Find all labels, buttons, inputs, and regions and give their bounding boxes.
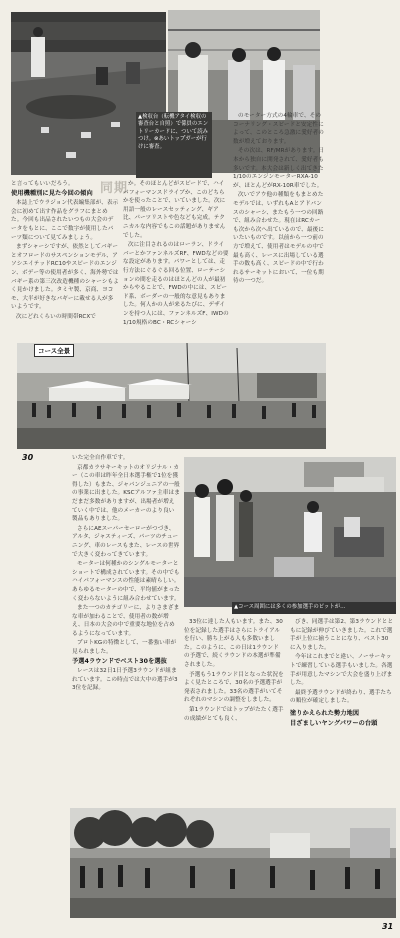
bottom-col1-para-4: モーターは何種かのシングルモーターとショートで構成されています。その中でもハイパフォーマンスの性能は素晴らしい。あらゆるモーターの中で、平均値がまったく変わらないように組み合わせています。 xyxy=(72,561,180,602)
pit-caption: ▲コース周囲には多くの参加選手のピットが… xyxy=(234,604,346,610)
bottom-col2-para-2: 予選もう1ラウンド目となった状況をよく見たところで、30名の予選選手が発表されました。33名の選手がいてそれぞれのマシンの調整をしました。 xyxy=(184,671,284,704)
bottom-col3-para-2: 今年はこれまでと違い、ノーサーキットで練習している選手もいました。各選手が用意したマシンで大会を盛り上げました。 xyxy=(290,654,393,687)
bottom-col1-heading: 予選4ラウンドでベスト30を選抜 xyxy=(72,657,167,665)
bottom-col2-para-1: 33位に達した人もいます。また、30位を記録した選手はさらにトライアルを行い、勝ち上がる人も多数いました。このように、この日は1ラウンドの予選で、続くラウンドの本選が準備されました。 xyxy=(184,619,283,668)
top-col3-para-2: その次は、RF/MRがあります。日本から独自に開発されて、愛好者も多いです。本大会は新しく出てきた1/10のエンジンモーターRXA-10が、ほとんどがRX-10R車でした。 xyxy=(233,148,325,189)
pit-caption-box xyxy=(232,602,396,614)
top-col1-lead: と言ってもいいだろう。 xyxy=(11,181,74,187)
top-col-2 xyxy=(123,180,229,328)
bottom-col1-para-6: プロトKGの特徴として、一番強い車が見られました。 xyxy=(72,640,177,656)
bottom-col1-tail: レースは32日1日予選3ラウンドが組まれています。この時点では大中の選手が33位を記録。 xyxy=(72,668,178,692)
bottom-col3-headline-2: 目ざましいヤングパワーの台頭 xyxy=(290,719,378,727)
top-col1-para-3: 次にどれくらいの時間帯RCXで xyxy=(16,313,96,320)
bottom-col3-headline-1: 塗りかえられた勢力地図 xyxy=(290,709,360,717)
top-col-1 xyxy=(11,180,119,323)
bottom-col-3 xyxy=(290,618,394,729)
bottom-col1-para-3: さらにAEスーパーセーローがつづき、アルタ、ジャスティーズ、パーツのチューニング、車のレースもまた、レースの世界で大きく変わってきています。 xyxy=(72,525,180,558)
top-col3-para-1: のモーター方式の4輪車で、そのコーナリング・スピードと安定性によって、このところ急激に愛好者の数が増えております。 xyxy=(233,113,324,145)
course-panorama-photo xyxy=(17,343,326,449)
bottom-col3-para-3: 最終予選ラウンドが終わり、選手たちの順位が確定しました。 xyxy=(290,689,392,705)
top-col1-para-2: まずシャーシですが、依然としてバギーとオフロードのサスペンションモデル、アソシエイテッドRC10やスピードのエンジン、ボデー等の使用者が多く、海外勢ではバギー系の第三次改造機種のシャーシもよく見かけました。タミヤ製、京商、ヨコモ、大半が好きなバギーに載せる人が多いようです。 xyxy=(11,244,119,311)
top-col-3 xyxy=(233,112,325,287)
top-col1-heading: 使用機種別に見た今回の傾向 xyxy=(11,189,93,197)
top-col1-para-1: 本誌上でウラジョン代表編集部が、表示会に初めて出す作品をグラフにまとめた。今回も出品されたいつもの大会のデータをもとに、ここで数字が使用したパーツ類について見てみましょう。 xyxy=(11,200,119,241)
bottom-col1-para-5: また一つのカテゴリーに、よりさまざまな車が加わることで、使用者の数が増え、日本の大会の中で重要な地位を占めるようになっています。 xyxy=(72,605,180,637)
course-overview-label: コース全景 xyxy=(34,344,74,357)
ghost-text: 同期 xyxy=(100,181,129,196)
bottom-col1-para-2: 京都カラサキーキットのオリジナル・カー（この車は昨年全日本選手権で1位を獲得した）もまた、ジャパンジュニアの一般の事業に出ました。KSCアルファ主車はまだまだ多数がありますが、出場者が増えていく中では、他のメーカーのより良い製品もありました。 xyxy=(72,464,180,523)
bottom-col3-para-1: びき、同選手は第2、第3ラウンドとともに記録が伸びていきました。これで選手が上位に揃うことになり、ベスト30に入りました。 xyxy=(290,619,394,651)
page-number-31: 31 xyxy=(382,922,394,931)
top-col2-para-2: 次に注目されるのはローラン、ドライバーとかファンネルズRF、FWDなどの要な設定があります。パワーとしては、走行方法にぐるぐる回る位置、ローテーションの間を走るのはほとんどの人が最初からやることで、FWDの中には、スピード系、ボーダーの一般的な意見もありました。何人かの人が来るたびに、デザインを持つ人には、ファンネルズF、IWDの1/10規格のBC・RCシャーシ xyxy=(123,242,229,326)
bottom-col-1 xyxy=(72,454,180,694)
inspection-caption-box xyxy=(136,112,212,178)
bottom-col2-para-3: 第1ラウンドではトップがたたく選手の成績がとても良く、 xyxy=(184,706,284,722)
top-col2-para-1: か。そのほとんどがスピードで、ハイパフォーマンスドライブか、このどちらかを使ったことで、いていました。次に用語一般のレースセッティング、ギア比、パーツリストや色なども完成。テクニカルな内容でもこの話題がありませんでした。 xyxy=(123,181,226,239)
bottom-panorama-photo xyxy=(70,808,396,918)
bottom-col1-para-1: いた完全自作車です。 xyxy=(72,455,129,461)
bottom-col-2 xyxy=(184,618,284,724)
inspection-caption: ▲検収台（転機アタイ検収の審査台と自照）で係員のエントリーカードに、ついて読みつけ。⊗あいトップガーが行けに審査。 xyxy=(138,114,209,150)
pit-area-photo xyxy=(184,457,396,607)
page-number-30: 30 xyxy=(22,453,34,462)
top-col3-para-3: 次いでアウ他の種類をもまとめたモデルでは、いずれもAとアドバンスのシャーシ、またもう一つの回路で、組み合わせた。現在はRCカーも次から次へ出ているので、最後にいたいものです。以前から一つ前の方で増えて、使用者はモデルの中で最も高く、レースに出場している選手の数も高く、スピードの中で行われるサーキットにおいて、一位も期待の一つだ。 xyxy=(233,192,324,285)
